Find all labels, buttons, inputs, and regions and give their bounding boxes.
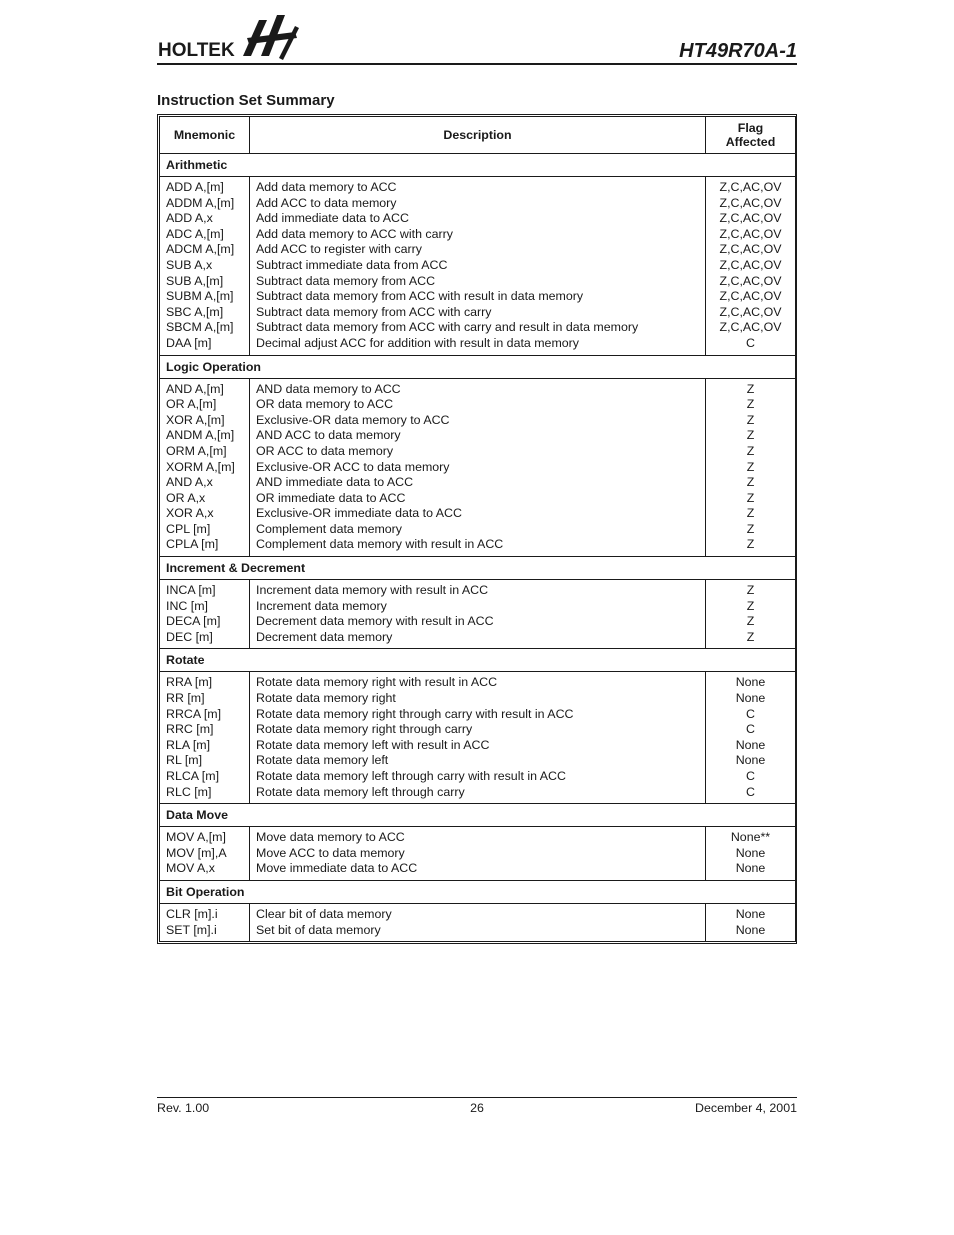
flag-text: C [746,784,755,799]
description-text: Rotate data memory right through carry with result in ACC [256,706,574,721]
flag-text: Z,C,AC,OV [719,180,782,194]
mnemonic-text: XOR A,x [166,506,214,521]
flag-text: C [746,335,755,350]
mnemonic-text: AND A,[m] [166,381,224,396]
flag-cell [706,378,796,557]
mnemonic-text: MOV A,x [166,861,215,876]
flag-text: None [735,861,766,876]
description-text: Move ACC to data memory [256,845,405,860]
mnemonic-text: DAA [m] [166,335,212,350]
flag-cell [706,672,796,804]
mnemonic-text: CLR [m].i [166,906,218,921]
group-body-row [160,672,796,804]
flag-cell [706,903,796,941]
group-row [160,649,796,672]
description-text: Add immediate data to ACC [256,211,409,226]
group-row [160,355,796,378]
flag-text: Z,C,AC,OV [719,195,782,210]
flag-text: Z,C,AC,OV [719,320,782,335]
flag-text: Z [746,506,755,521]
page-header [157,10,797,66]
description-text: Decimal adjust ACC for addition with result in data memory [256,335,579,350]
group-title: Data Move [160,804,796,827]
flag-text: None [735,691,766,706]
flag-text: None [735,906,766,921]
mnemonic-text: ADD A,x [166,211,213,226]
flag-text: Z [746,521,755,536]
mnemonic-text: SBCM A,[m] [166,320,234,335]
mnemonic-text: XOR A,[m] [166,412,225,427]
mnemonic-text: ADCM A,[m] [166,242,235,257]
mnemonic-text: RRA [m] [166,675,213,690]
flag-cell [706,827,796,881]
instruction-table [157,114,797,944]
description-text: Subtract data memory from ACC with carry and result in data memory [256,320,639,335]
mnemonic-text: MOV [m],A [166,845,227,860]
column-header-mnemonic: Mnemonic [160,117,250,154]
section-title: Instruction Set Summary [157,92,335,109]
description-text: Set bit of data memory [256,922,381,937]
mnemonic-cell [160,903,250,941]
description-text: Exclusive-OR data memory to ACC [256,412,450,427]
flag-text: Z,C,AC,OV [719,273,782,288]
flag-text: Z,C,AC,OV [719,304,782,319]
flag-text: Z [746,412,755,427]
mnemonic-text: SUB A,[m] [166,273,224,288]
flag-text: Z [746,475,755,490]
flag-text: Z,C,AC,OV [719,226,782,241]
mnemonic-text: OR A,x [166,490,206,505]
description-text: Rotate data memory right through carry [256,722,473,737]
flag-text: C [746,706,755,721]
mnemonic-text: AND A,x [166,475,213,490]
description-text: Rotate data memory left [256,753,389,768]
mnemonic-cell [160,580,250,649]
flag-text: None [735,737,766,752]
description-text: Exclusive-OR immediate data to ACC [256,506,462,521]
description-text: Add ACC to data memory [256,195,397,210]
footer-revision: Rev. 1.00 [157,1101,210,1115]
holtek-logo-icon [157,12,307,62]
mnemonic-text: RR [m] [166,691,205,706]
description-text: Subtract data memory from ACC [256,273,436,288]
description-text: OR data memory to ACC [256,397,394,412]
description-cell [250,672,706,804]
description-text: Exclusive-OR ACC to data memory [256,459,450,474]
description-text: Decrement data memory [256,629,393,644]
mnemonic-text: DECA [m] [166,614,221,629]
description-text: Move immediate data to ACC [256,861,418,876]
svg-text:HOLTEK: HOLTEK [158,40,235,61]
flag-text: Z [746,428,755,443]
description-text: Complement data memory with result in ACC [256,537,504,552]
description-text: Move data memory to ACC [256,830,405,845]
group-body-row [160,177,796,356]
group-title: Rotate [160,649,796,672]
mnemonic-cell [160,672,250,804]
description-text: Complement data memory [256,521,402,536]
mnemonic-cell [160,177,250,356]
mnemonic-text: OR A,[m] [166,397,217,412]
mnemonic-text: MOV A,[m] [166,830,226,845]
header-divider [157,63,797,65]
description-cell [250,827,706,881]
footer-date: December 4, 2001 [695,1101,797,1115]
group-row [160,557,796,580]
mnemonic-text: ADD A,[m] [166,180,224,194]
mnemonic-text: CPL [m] [166,521,211,536]
group-body-row [160,580,796,649]
flag-text: Z,C,AC,OV [719,257,782,272]
group-row [160,804,796,827]
description-text: Clear bit of data memory [256,906,392,921]
description-text: Increment data memory [256,598,387,613]
mnemonic-text: SET [m].i [166,922,217,937]
mnemonic-text: ANDM A,[m] [166,428,235,443]
description-text: AND ACC to data memory [256,428,401,443]
mnemonic-text: ORM A,[m] [166,443,227,458]
group-body-row [160,827,796,881]
flag-text: None [735,753,766,768]
description-text: Rotate data memory left with result in ACC [256,737,490,752]
flag-text: Z [746,381,755,396]
mnemonic-text: RRCA [m] [166,706,222,721]
flag-text: None** [730,830,771,845]
mnemonic-text: SUBM A,[m] [166,289,234,304]
description-text: Rotate data memory right with result in ACC [256,675,498,690]
description-text: OR ACC to data memory [256,443,394,458]
group-body-row [160,378,796,557]
flag-text: Z [746,443,755,458]
flag-text: Z [746,490,755,505]
column-header-description: Description [250,117,706,154]
mnemonic-text: INC [m] [166,598,208,613]
description-text: Decrement data memory with result in ACC [256,614,494,629]
flag-text: Z [746,459,755,474]
description-text: Increment data memory with result in ACC [256,583,489,598]
description-text: Rotate data memory left through carry with result in ACC [256,769,566,783]
mnemonic-text: RRC [m] [166,722,214,737]
description-text: Add ACC to register with carry [256,242,422,257]
mnemonic-text: RLC [m] [166,784,212,799]
flag-cell [706,177,796,356]
mnemonic-cell [160,378,250,557]
mnemonic-text: DEC [m] [166,629,213,644]
column-header-flag [706,117,796,154]
mnemonic-text: XORM A,[m] [166,459,235,474]
description-text: AND immediate data to ACC [256,475,414,490]
mnemonic-text: INCA [m] [166,583,216,598]
holtek-logo [157,12,307,62]
mnemonic-text: RL [m] [166,753,203,768]
group-row [160,154,796,177]
description-text: Add data memory to ACC with carry [256,226,453,241]
description-text: Add data memory to ACC [256,180,397,194]
table-body [160,154,796,942]
flag-text: Z [746,583,755,598]
mnemonic-text: ADC A,[m] [166,226,224,241]
flag-text: C [746,769,755,783]
group-title: Bit Operation [160,880,796,903]
mnemonic-text: SBC A,[m] [166,304,224,319]
flag-text: None [735,922,766,937]
flag-text: C [746,722,755,737]
flag-text: None [735,845,766,860]
flag-text: Z [746,397,755,412]
group-row [160,880,796,903]
mnemonic-cell [160,827,250,881]
flag-text: Z,C,AC,OV [719,211,782,226]
description-text: Subtract data memory from ACC with carry [256,304,492,319]
description-text: Rotate data memory left through carry [256,784,465,799]
mnemonic-text: RLA [m] [166,737,211,752]
flag-text: Z [746,614,755,629]
flag-text: Z [746,598,755,613]
mnemonic-text: ADDM A,[m] [166,195,235,210]
description-cell [250,580,706,649]
group-title: Arithmetic [160,154,796,177]
description-cell [250,903,706,941]
description-text: Rotate data memory right [256,691,396,706]
description-text: OR immediate data to ACC [256,490,406,505]
description-cell [250,378,706,557]
flag-text: None [735,675,766,690]
description-text: Subtract data memory from ACC with result in data memory [256,289,584,304]
flag-text: Z [746,629,755,644]
mnemonic-text: SUB A,x [166,257,213,272]
description-text: Subtract immediate data from ACC [256,257,448,272]
description-text: AND data memory to ACC [256,381,401,396]
mnemonic-text: CPLA [m] [166,537,219,552]
group-title: Increment & Decrement [160,557,796,580]
group-body-row [160,903,796,941]
flag-cell [706,580,796,649]
footer-page-number: 26 [470,1101,484,1115]
flag-text: Z,C,AC,OV [719,242,782,257]
flag-header-text: Flag Affected [725,121,776,149]
table-header-row [160,117,796,154]
group-title: Logic Operation [160,355,796,378]
flag-text: Z,C,AC,OV [719,289,782,304]
flag-text: Z [746,537,755,552]
description-cell [250,177,706,356]
document-title: HT49R70A-1 [679,40,797,62]
footer-divider [157,1097,797,1098]
mnemonic-text: RLCA [m] [166,769,220,783]
